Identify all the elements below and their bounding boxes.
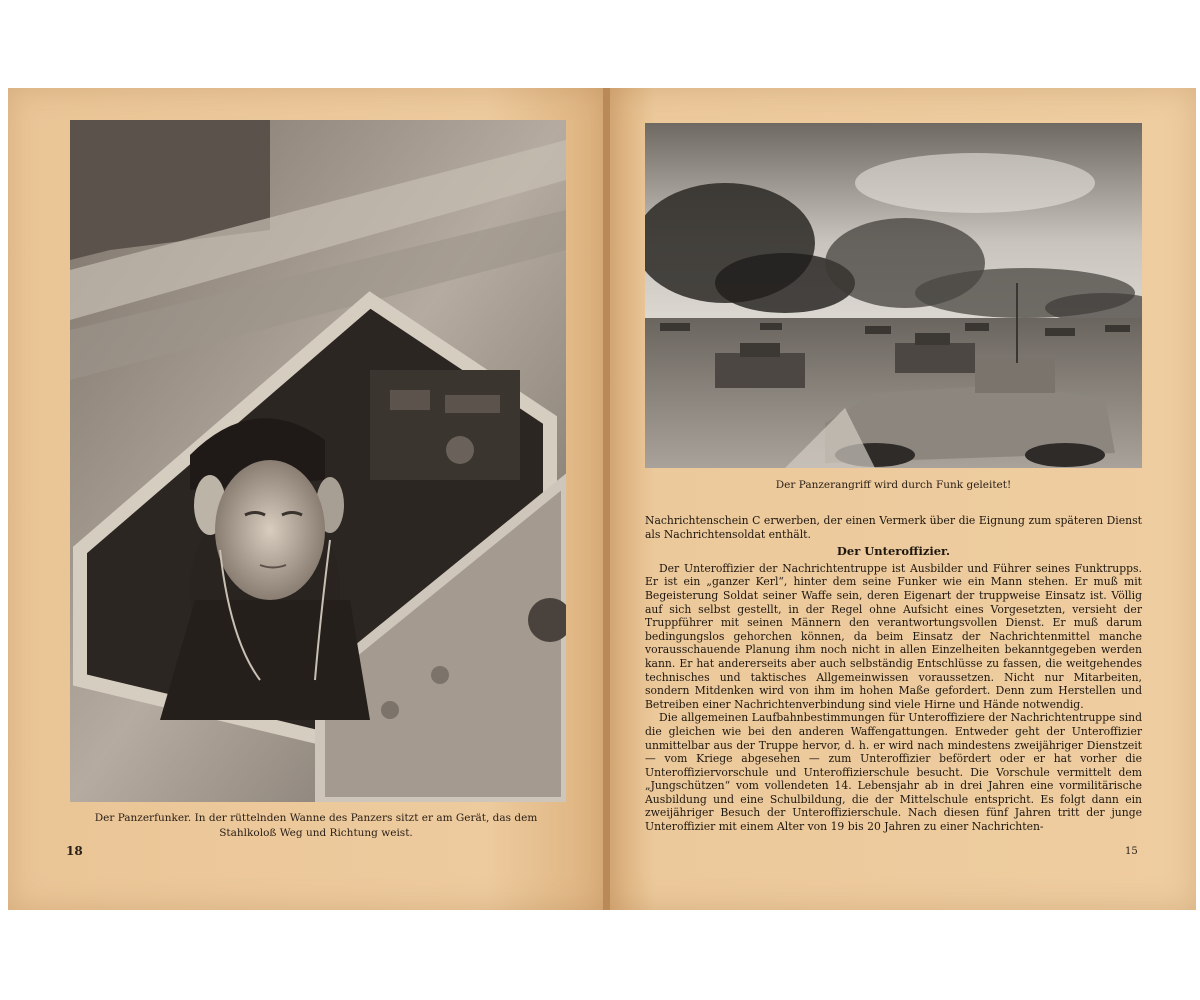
left-photo-caption: Der Panzerfunker. In der rüttelnden Wanne des Panzers sitzt er am Gerät, das dem Stahlkoloß Weg und Richtung weist.: [94, 812, 538, 839]
tank-radio-operator-photo: [70, 120, 566, 802]
tank-attack-photo: [645, 123, 1142, 468]
left-page-number: 18: [66, 844, 83, 858]
right-photo-caption: Der Panzerangriff wird durch Funk geleitet!: [775, 479, 1012, 491]
intro-paragraph: Nachrichtenschein C erwerben, der einen Vermerk über die Eignung zum späteren Dienst als Nachrichtensoldat enthält.: [645, 514, 1142, 541]
paragraph-1: Der Unteroffizier der Nachrichtentruppe ist Ausbilder und Führer seines Funktrupps. Er ist ein „ganzer Kerl“, hinter dem seine Funker wie ein Mann stehen. Er muß mit Begeisterung Soldat seiner Waffe sein, deren Eigenart der truppweise Einsatz ist. Völlig auf sich selbst gestellt, in der Regel ohne Aufsicht eines Vorgesetzten, versieht der Truppführer mit seinen Männern den verantwortungsvollen Dienst. Er muß darum bedingungslos gehorchen können, da beim Einsatz der Nachrichtenmittel manche vorausschauende Planung ihm noch nicht in allen Einzelheiten bekanntgegeben werden kann. Er hat andererseits aber auch selbständig Entschlüsse zu fassen, die weitgehendes technisches und taktisches Allgemeinwissen voraussetzen. Nicht nur Mitarbeiten, sondern Mitdenken wird von ihm im hohen Maße gefordert. Denn zum Herstellen und Betreiben einer Nachrichtenverbindung sind viele Hirne und Hände notwendig.: [645, 561, 1142, 711]
body-text: [645, 514, 1142, 834]
right-page-number: 15: [1125, 846, 1138, 857]
section-heading: Der Unteroffizier.: [836, 544, 951, 559]
paragraph-2: Die allgemeinen Laufbahnbestimmungen für Unteroffiziere der Nachrichtentruppe sind die gleichen wie bei den anderen Waffengattungen. Entweder geht der Unteroffizier unmittelbar aus der Truppe hervor, d. h. er wird nach mindestens zweijähriger Dienstzeit — vom Kriege abgesehen — zum Unteroffizier befördert oder er hat vorher die Unteroffiziervorschule und Unteroffizierschule besucht. Die Vorschule vermittelt dem „Jungschützen“ vom vollendeten 14. Lebensjahr ab in drei Jahren eine vormilitärische Ausbildung und eine Schulbildung, die der Mittelschule entspricht. Es folgt dann ein zweijähriger Besuch der Unteroffizierschule. Nach diesen fünf Jahren tritt der junge Unteroffizier mit einem Alter von 19 bis 20 Jahren zu einer Nachrichten-: [645, 711, 1142, 834]
book-gutter: [603, 88, 610, 910]
